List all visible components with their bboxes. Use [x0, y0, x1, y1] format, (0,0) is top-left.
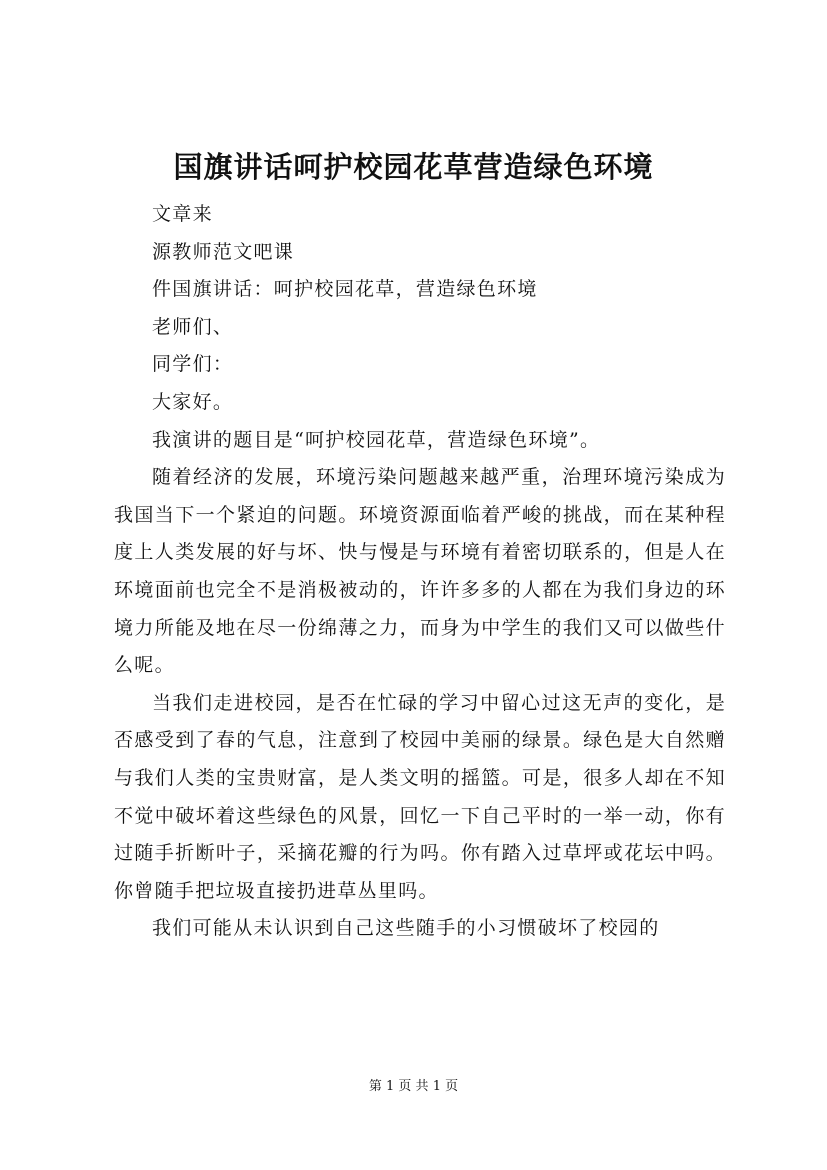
page-footer: 第 1 页 共 1 页	[368, 1079, 459, 1094]
paragraph-greeting-teachers: 老师们、	[152, 315, 234, 338]
paragraph-site-name: 源教师范文吧课	[152, 240, 295, 263]
paragraph-habits: 我们可能从未认识到自己这些随手的小习惯破坏了校园的	[152, 917, 660, 940]
paragraph-topic: 我演讲的题目是“呵护校园花草，营造绿色环境”。	[152, 428, 601, 451]
paragraph-article-source: 文章来	[152, 203, 213, 225]
paragraph-greeting-students: 同学们：	[152, 353, 234, 376]
document-body	[114, 196, 726, 948]
paragraph-subtitle: 件国旗讲话：呵护校园花草，营造绿色环境	[152, 278, 538, 301]
paragraph-environment: 随着经济的发展，环境污染问题越来越严重，治理环境污染成为我国当下一个紧迫的问题。环境资源面临着严峻的挑战，而在某种程度上人类发展的好与坏、快与慢是与环境有着密切联系的，但是人在环境面前也完全不是消极被动的，许许多多的人都在为我们身边的环境力所能及地在尽一份绵薄之力，而身为中学生的我们又可以做些什么呢。	[114, 466, 726, 677]
paragraph-campus: 当我们走进校园，是否在忙碌的学习中留心过这无声的变化，是否感受到了春的气息，注意到了校园中美丽的绿景。绿色是大自然赠与我们人类的宝贵财富，是人类文明的摇篮。可是，很多人却在不知不觉中破坏着这些绿色的风景，回忆一下自己平时的一举一动，你有过随手折断叶子，采摘花瓣的行为吗。你有踏入过草坪或花坛中吗。你曾随手把垃圾直接扔进草丛里吗。	[114, 691, 726, 902]
paragraph-hello: 大家好。	[152, 390, 234, 413]
document-title: 国旗讲话呵护校园花草营造绿色环境	[173, 150, 654, 184]
